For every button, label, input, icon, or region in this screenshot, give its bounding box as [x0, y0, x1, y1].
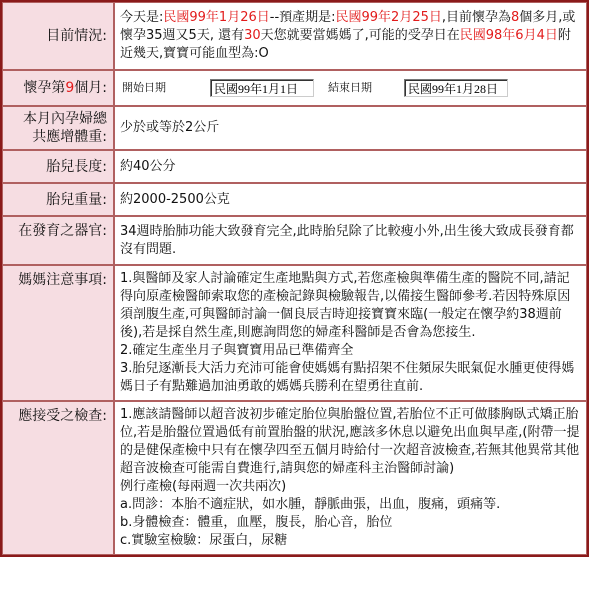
- developing-organs-value: 34週時胎肺功能大致發育完全,此時胎兒除了比較瘦小外,出生後大致成長發育都沒有問題.: [114, 216, 587, 265]
- fetal-weight-value: 約2000-2500公克: [114, 183, 587, 216]
- due-date: 民國99年2月25日: [335, 10, 442, 25]
- label-fetal-length: 胎兒長度:: [2, 150, 114, 183]
- month-label-pre: 懷孕第: [23, 80, 66, 96]
- row-developing-organs: [2, 216, 587, 265]
- row-fetal-length: [2, 150, 587, 183]
- fetal-length-value: 約40公分: [114, 150, 587, 183]
- row-fetal-weight: [2, 183, 587, 216]
- label-exams: 應接受之檢查:: [2, 401, 114, 555]
- start-date-label: 開始日期: [122, 81, 166, 94]
- month-number: 9: [65, 80, 75, 96]
- row-mother-notes: [2, 265, 587, 401]
- days-remaining: 30: [244, 28, 261, 43]
- label-developing-organs: 在發育之器官:: [2, 216, 114, 265]
- label-weight-gain: [2, 106, 114, 150]
- status-t3: ,目前懷孕為: [441, 10, 512, 25]
- label-current-status: 目前情況:: [2, 2, 114, 70]
- end-date-input[interactable]: [404, 79, 508, 97]
- notes-item-1: 1.與醫師及家人討論確定生產地點與方式,若您產檢與準備生產的醫院不同,請記得向原產檢醫師索取您的產檢記錄與檢驗報告,以備接生醫師參考.若因特殊原因須剖腹生產,可與醫師討論一個良辰吉時迎接寶寶來臨(一般定在懷孕約38週前後),若是採自然生產,則應詢問您的婦產科醫師是否會為您接生.: [120, 271, 571, 340]
- status-t1: 今天是:: [120, 10, 164, 25]
- row-pregnancy-month: [2, 70, 587, 106]
- status-t2: --預產期是:: [269, 10, 336, 25]
- status-t4: 個多月,或懷孕35週又5天, 還有: [120, 10, 576, 43]
- conception-date: 民國98年6月4日: [459, 28, 558, 43]
- row-weight-gain: [2, 106, 587, 150]
- notes-item-2: 2.確定生產坐月子與寶寶用品已準備齊全: [120, 343, 354, 358]
- weight-gain-label-line1: 本月內孕婦總: [23, 111, 107, 127]
- month-date-range: [114, 70, 587, 106]
- exams-item-4: b.身體檢查：體重，血壓，腹長，胎心音，胎位: [120, 515, 393, 530]
- months-pregnant: 8: [511, 10, 520, 25]
- end-date-label: 結束日期: [328, 81, 372, 94]
- current-status-text: [114, 2, 587, 70]
- row-current-status: [2, 2, 587, 70]
- exams-item-3: a.問診：本胎不適症狀，如水腫，靜脈曲張，出血，腹痛，頭痛等.: [120, 497, 501, 512]
- status-t6: 附近幾天,寶寶可能血型為:O: [120, 28, 571, 61]
- exams-item-5: c.實驗室檢驗：尿蛋白，尿糖: [120, 533, 288, 548]
- today-date: 民國99年1月26日: [163, 10, 270, 25]
- label-pregnancy-month: [2, 70, 114, 106]
- label-fetal-weight: 胎兒重量:: [2, 183, 114, 216]
- weight-gain-label-line2: 共應增體重:: [32, 129, 107, 145]
- row-exams: [2, 401, 587, 555]
- weight-gain-value: 少於或等於2公斤: [114, 106, 587, 150]
- start-date-input[interactable]: [210, 79, 314, 97]
- label-mother-notes: 媽媽注意事項:: [2, 265, 114, 401]
- exams-value: [114, 401, 587, 555]
- month-label-post: 個月:: [74, 80, 107, 96]
- notes-item-3: 3.胎兒逐漸長大活力充沛可能會使媽媽有點招架不住頻尿失眠氣促水腫更使得媽媽日子有點難過加油勇敢的媽媽兵勝利在望勇往直前.: [120, 361, 575, 394]
- mother-notes-value: [114, 265, 587, 401]
- exams-item-1: 1.應該請醫師以超音波初步確定胎位與胎盤位置,若胎位不正可做膝胸臥式矯正胎位,若是胎盤位置過低有前置胎盤的狀況,應該多休息以避免出血與早產,(附帶一提的是健保產檢中只有在懷孕四至五個月時給付一次超音波檢查,若無其他異常其他超音波檢查可能需自費進行,請與您的婦產科主治醫師討論): [120, 407, 580, 476]
- exams-item-2: 例行產檢(每兩週一次共兩次): [120, 479, 287, 494]
- status-t5: 天您就要當媽媽了,可能的受孕日在: [260, 28, 460, 43]
